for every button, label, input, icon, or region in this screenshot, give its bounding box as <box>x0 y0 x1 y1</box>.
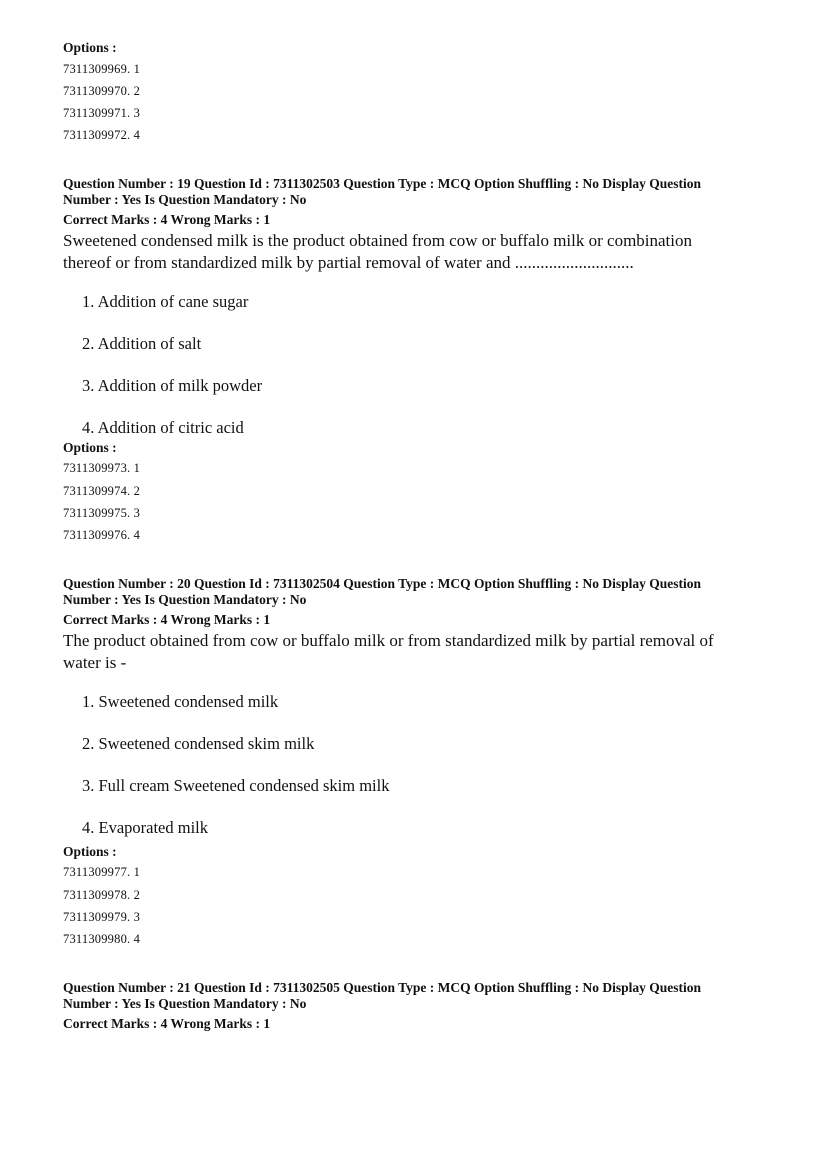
options-heading: Options : <box>63 844 117 859</box>
question-meta: Question Number : 21 Question Id : 7311302505 Question Type : MCQ Option Shuffling : No Display Question <box>63 980 701 995</box>
answer-choice: 2. Addition of salt <box>82 334 202 353</box>
option-code: 7311309973. 1 <box>63 461 141 475</box>
answer-choice: 4. Addition of citric acid <box>82 418 244 437</box>
answer-choice: 2. Sweetened condensed skim milk <box>82 734 315 753</box>
option-code: 7311309969. 1 <box>63 62 141 76</box>
answer-choice: 1. Sweetened condensed milk <box>82 692 279 711</box>
question-marks: Correct Marks : 4 Wrong Marks : 1 <box>63 612 271 627</box>
option-code: 7311309977. 1 <box>63 865 141 879</box>
answer-choice: 3. Full cream Sweetened condensed skim milk <box>82 776 390 795</box>
option-code: 7311309972. 4 <box>63 128 141 142</box>
question-marks: Correct Marks : 4 Wrong Marks : 1 <box>63 212 271 227</box>
question-meta: Number : Yes Is Question Mandatory : No <box>63 592 307 607</box>
question-meta: Number : Yes Is Question Mandatory : No <box>63 996 307 1011</box>
question-text: Sweetened condensed milk is the product obtained from cow or buffalo milk or combination <box>63 231 693 250</box>
options-heading: Options : <box>63 440 117 455</box>
option-code: 7311309980. 4 <box>63 932 141 946</box>
question-text: water is - <box>63 653 127 672</box>
question-meta: Question Number : 20 Question Id : 7311302504 Question Type : MCQ Option Shuffling : No Display Question <box>63 576 701 591</box>
question-text: thereof or from standardized milk by partial removal of water and ............................ <box>63 253 634 272</box>
question-marks: Correct Marks : 4 Wrong Marks : 1 <box>63 1016 271 1031</box>
option-code: 7311309975. 3 <box>63 506 141 520</box>
option-code: 7311309970. 2 <box>63 84 141 98</box>
answer-choice: 1. Addition of cane sugar <box>82 292 249 311</box>
option-code: 7311309971. 3 <box>63 106 141 120</box>
answer-choice: 4. Evaporated milk <box>82 818 209 837</box>
answer-choice: 3. Addition of milk powder <box>82 376 263 395</box>
question-meta: Number : Yes Is Question Mandatory : No <box>63 192 307 207</box>
option-code: 7311309979. 3 <box>63 910 141 924</box>
question-meta: Question Number : 19 Question Id : 7311302503 Question Type : MCQ Option Shuffling : No Display Question <box>63 176 701 191</box>
question-text: The product obtained from cow or buffalo milk or from standardized milk by partial removal of <box>63 631 714 650</box>
option-code: 7311309974. 2 <box>63 484 141 498</box>
option-code: 7311309978. 2 <box>63 888 141 902</box>
option-code: 7311309976. 4 <box>63 528 141 542</box>
options-heading: Options : <box>63 40 117 55</box>
